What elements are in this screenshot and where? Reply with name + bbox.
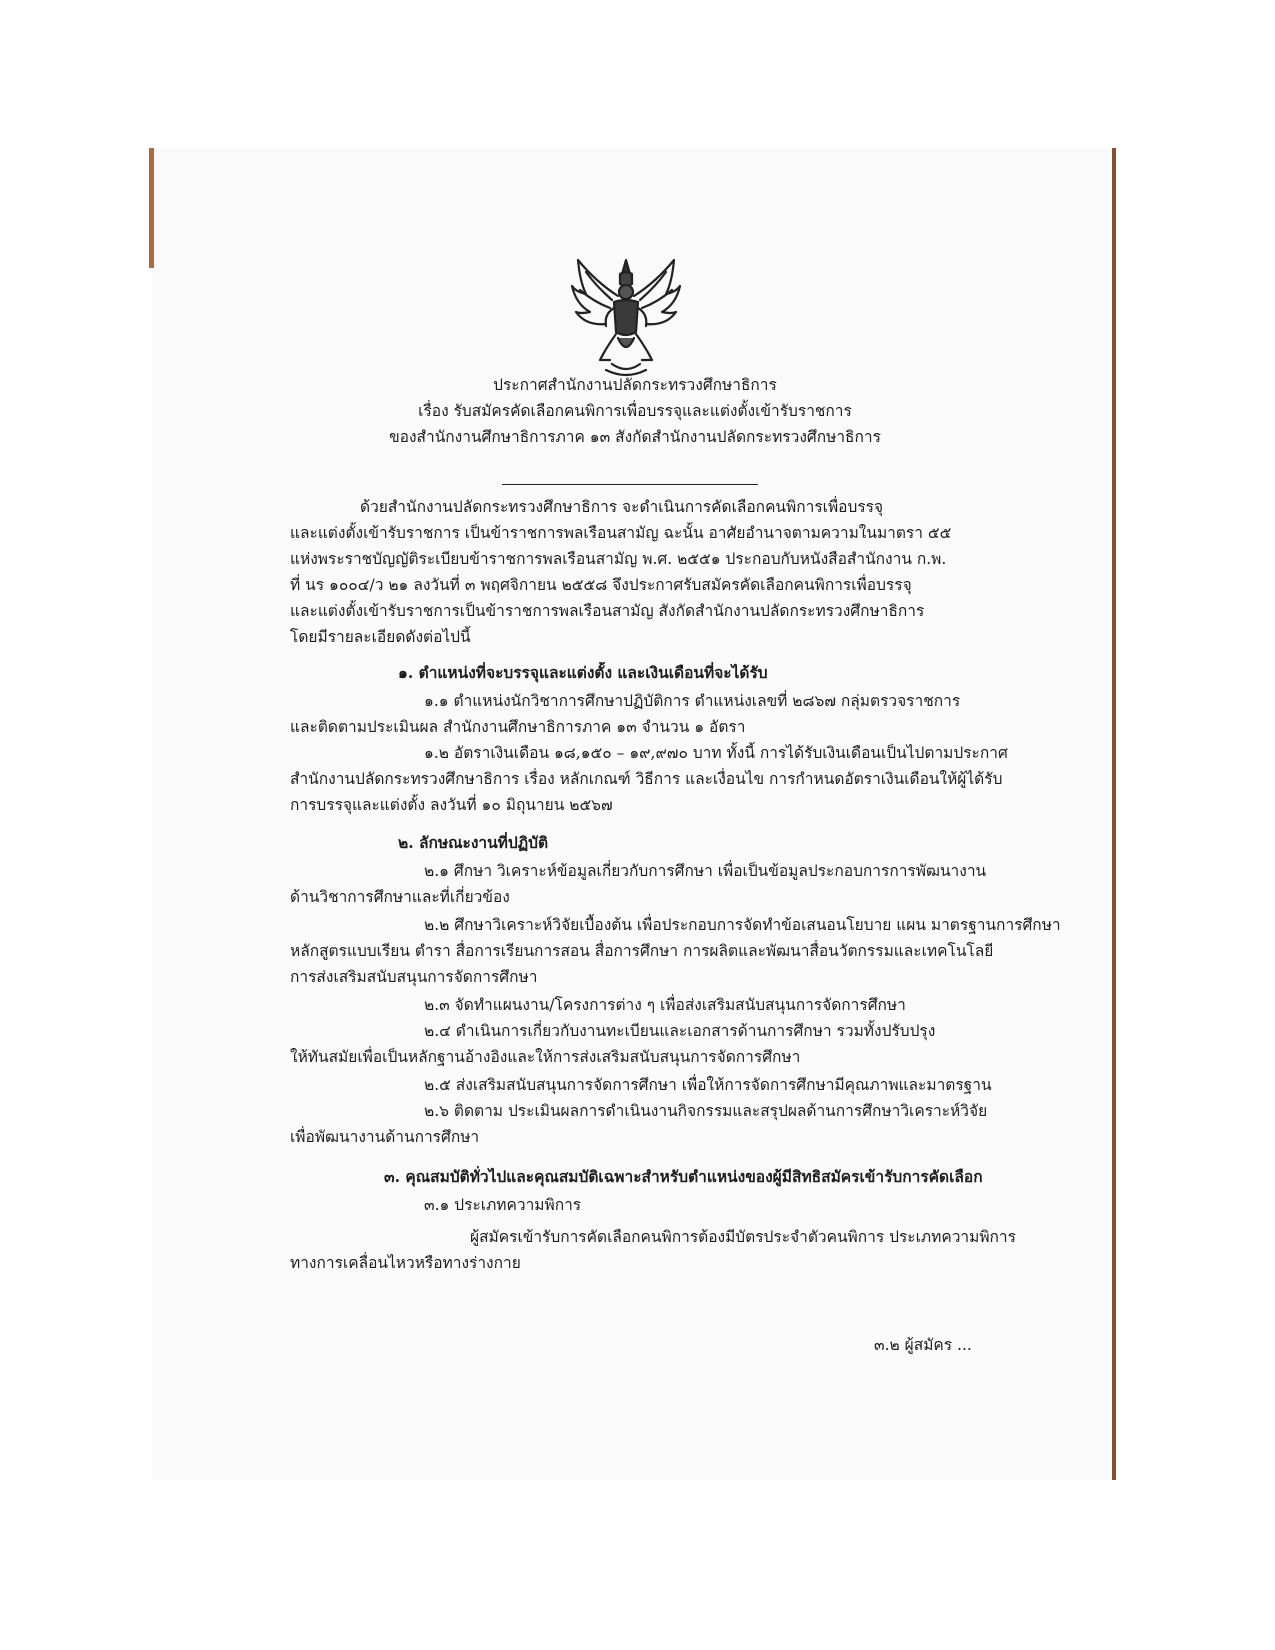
section-3-line: ทางการเคลื่อนไหวหรือทางร่างกาย bbox=[290, 1254, 521, 1272]
section-2-line: ๒.๕ ส่งเสริมสนับสนุนการจัดการศึกษา เพื่อให้การจัดการศึกษามีคุณภาพและมาตรฐาน bbox=[424, 1076, 992, 1094]
section-3-heading: ๓. คุณสมบัติทั่วไปและคุณสมบัติเฉพาะสำหรับตำแหน่งของผู้มีสิทธิสมัครเข้ารับการคัดเลือก bbox=[384, 1167, 983, 1186]
section-2-line: เพื่อพัฒนางานด้านการศึกษา bbox=[290, 1128, 480, 1146]
section-2-line: ๒.๔ ดำเนินการเกี่ยวกับงานทะเบียนและเอกสารด้านการศึกษา รวมทั้งปรับปรุง bbox=[424, 1022, 936, 1040]
intro-line: และแต่งตั้งเข้ารับราชการ เป็นข้าราชการพลเรือนสามัญ ฉะนั้น อาศัยอำนาจตามความในมาตรา ๕๕ bbox=[290, 524, 952, 542]
intro-line: ที่ นร ๑๐๐๔/ว ๒๑ ลงวันที่ ๓ พฤศจิกายน ๒๕๕๘ จึงประกาศรับสมัครคัดเลือกคนพิการเพื่อบรรจุ bbox=[290, 576, 912, 594]
section-2-line: การส่งเสริมสนับสนุนการจัดการศึกษา bbox=[290, 968, 538, 986]
intro-line: แห่งพระราชบัญญัติระเบียบข้าราชการพลเรือนสามัญ พ.ศ. ๒๕๕๑ ประกอบกับหนังสือสำนักงาน ก.พ. bbox=[290, 550, 947, 568]
header-divider bbox=[502, 484, 758, 485]
garuda-emblem-icon bbox=[566, 252, 686, 382]
section-1-line: และติดตามประเมินผล สำนักงานศึกษาธิการภาค ๑๓ จำนวน ๑ อัตรา bbox=[290, 718, 746, 736]
section-3-subheading: ๓.๑ ประเภทความพิการ bbox=[424, 1196, 582, 1214]
section-1-line: การบรรจุและแต่งตั้ง ลงวันที่ ๑๐ มิถุนายน ๒๕๖๗ bbox=[290, 796, 613, 814]
section-2-line: ให้ทันสมัยเพื่อเป็นหลักฐานอ้างอิงและให้การส่งเสริมสนับสนุนการจัดการศึกษา bbox=[290, 1048, 801, 1066]
section-1-line: ๑.๑ ตำแหน่งนักวิชาการศึกษาปฏิบัติการ ตำแหน่งเลขที่ ๒๘๖๗ กลุ่มตรวจราชการ bbox=[424, 692, 961, 710]
section-2-line: ๒.๖ ติดตาม ประเมินผลการดำเนินงานกิจกรรมและสรุปผลด้านการศึกษาวิเคราะห์วิจัย bbox=[424, 1102, 988, 1120]
scan-edge-right bbox=[1112, 148, 1116, 1480]
section-2-line: ด้านวิชาการศึกษาและที่เกี่ยวข้อง bbox=[290, 888, 510, 906]
header-title: ประกาศสำนักงานปลัดกระทรวงศึกษาธิการ bbox=[493, 376, 777, 394]
header-agency: ของสำนักงานศึกษาธิการภาค ๑๓ สังกัดสำนักงานปลัดกระทรวงศึกษาธิการ bbox=[389, 428, 881, 446]
section-2-line: ๒.๑ ศึกษา วิเคราะห์ข้อมูลเกี่ยวกับการศึกษา เพื่อเป็นข้อมูลประกอบการการพัฒนางาน bbox=[424, 862, 987, 880]
section-2-line: หลักสูตรแบบเรียน ตำรา สื่อการเรียนการสอน สื่อการศึกษา การผลิตและพัฒนาสื่อนวัตกรรมและเทคโนโลยี bbox=[290, 942, 994, 960]
section-2-heading: ๒. ลักษณะงานที่ปฏิบัติ bbox=[398, 833, 549, 852]
continuation-marker: ๓.๒ ผู้สมัคร ... bbox=[874, 1336, 972, 1354]
header-subject: เรื่อง รับสมัครคัดเลือกคนพิการเพื่อบรรจุและแต่งตั้งเข้ารับราชการ bbox=[418, 402, 852, 420]
intro-line: และแต่งตั้งเข้ารับราชการเป็นข้าราชการพลเรือนสามัญ สังกัดสำนักงานปลัดกระทรวงศึกษาธิการ bbox=[290, 602, 925, 620]
section-1-heading: ๑. ตำแหน่งที่จะบรรจุและแต่งตั้ง และเงินเดือนที่จะได้รับ bbox=[398, 663, 768, 682]
intro-line: โดยมีรายละเอียดดังต่อไปนี้ bbox=[290, 628, 471, 646]
section-3-line: ผู้สมัครเข้ารับการคัดเลือกคนพิการต้องมีบัตรประจำตัวคนพิการ ประเภทความพิการ bbox=[470, 1228, 1016, 1246]
section-2-line: ๒.๓ จัดทำแผนงาน/โครงการต่าง ๆ เพื่อส่งเสริมสนับสนุนการจัดการศึกษา bbox=[424, 996, 906, 1014]
section-2-line: ๒.๒ ศึกษาวิเคราะห์วิจัยเบื้องต้น เพื่อประกอบการจัดทำข้อเสนอนโยบาย แผน มาตรฐานการศึกษา bbox=[424, 916, 1061, 934]
scan-edge-left bbox=[149, 148, 154, 268]
section-1-line: สำนักงานปลัดกระทรวงศึกษาธิการ เรื่อง หลักเกณฑ์ วิธีการ และเงื่อนไข การกำหนดอัตราเงินเดือนให้ผู้ได้รับ bbox=[290, 770, 1003, 788]
section-1-line: ๑.๒ อัตราเงินเดือน ๑๘,๑๕๐ – ๑๙,๙๗๐ บาท ทั้งนี้ การได้รับเงินเดือนเป็นไปตามประกาศ bbox=[424, 744, 1008, 762]
intro-line: ด้วยสำนักงานปลัดกระทรวงศึกษาธิการ จะดำเนินการคัดเลือกคนพิการเพื่อบรรจุ bbox=[360, 498, 884, 516]
